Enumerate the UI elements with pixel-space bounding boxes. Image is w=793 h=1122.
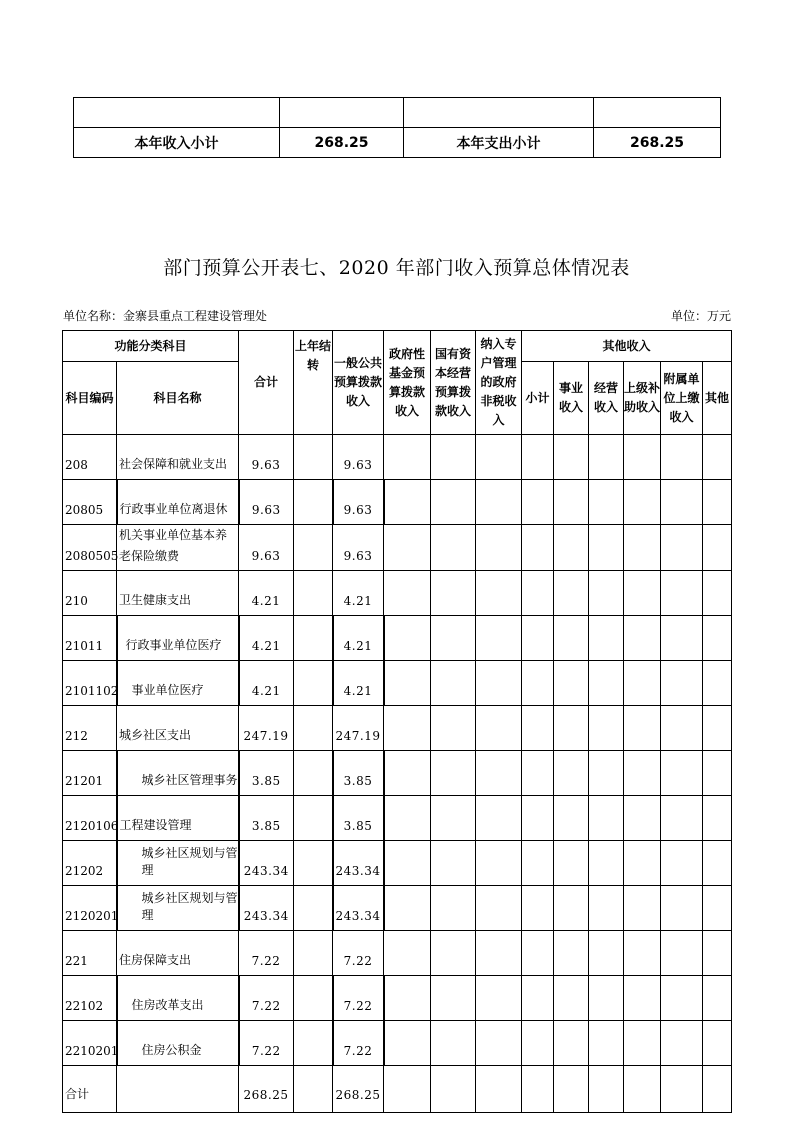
header-subtotal: 小计 [522, 362, 554, 435]
row-total: 4.21 [239, 616, 294, 661]
row-empty-cell [589, 976, 624, 1021]
row-empty-cell [384, 796, 431, 841]
row-empty-cell [703, 1066, 732, 1113]
row-empty-cell [554, 435, 589, 480]
row-empty-cell [431, 1066, 476, 1113]
row-empty-cell [661, 706, 703, 751]
row-name: 机关事业单位基本养老保险缴费 [117, 525, 239, 571]
header-operating: 经营收入 [589, 362, 624, 435]
row-empty-cell [624, 571, 661, 616]
row-empty-cell [703, 796, 732, 841]
row-empty-cell [703, 616, 732, 661]
header-category: 功能分类科目 [63, 331, 239, 362]
row-code: 2120106 [63, 796, 117, 841]
row-carryover [294, 525, 333, 571]
row-empty-cell [554, 796, 589, 841]
row-carryover [294, 796, 333, 841]
table-row [63, 886, 732, 931]
header-carryover: 上年结转 [294, 331, 333, 435]
row-empty-cell [476, 931, 522, 976]
row-carryover [294, 886, 333, 931]
row-name: 城乡社区规划与管理 [117, 886, 239, 931]
row-empty-cell [661, 480, 703, 525]
row-empty-cell [624, 796, 661, 841]
row-total: 9.63 [239, 435, 294, 480]
row-empty-cell [589, 1021, 624, 1066]
row-carryover [294, 706, 333, 751]
row-empty-cell [522, 931, 554, 976]
row-empty-cell [384, 525, 431, 571]
row-empty-cell [384, 435, 431, 480]
row-name: 卫生健康支出 [117, 571, 239, 616]
header-gov-fund: 政府性基金预算拨款收入 [384, 331, 431, 435]
row-name: 社会保障和就业支出 [117, 435, 239, 480]
row-empty-cell [589, 841, 624, 886]
row-empty-cell [624, 841, 661, 886]
row-code: 221 [63, 931, 117, 976]
table-row [63, 976, 732, 1021]
row-empty-cell [624, 886, 661, 931]
header-special-nontax: 纳入专户管理的政府非税收入 [476, 331, 522, 435]
income-subtotal-label: 本年收入小计 [74, 128, 280, 158]
row-empty-cell [554, 616, 589, 661]
table-row [63, 435, 732, 480]
row-empty-cell [522, 796, 554, 841]
table-row [63, 796, 732, 841]
row-empty-cell [384, 1021, 431, 1066]
row-empty-cell [554, 1066, 589, 1113]
row-general-budget: 243.34 [333, 886, 384, 931]
expense-subtotal-label: 本年支出小计 [404, 128, 594, 158]
row-empty-cell [431, 480, 476, 525]
row-empty-cell [554, 661, 589, 706]
row-empty-cell [522, 976, 554, 1021]
row-empty-cell [589, 1066, 624, 1113]
row-empty-cell [624, 1021, 661, 1066]
row-general-budget: 4.21 [333, 571, 384, 616]
row-carryover [294, 976, 333, 1021]
row-empty-cell [589, 480, 624, 525]
row-empty-cell [476, 706, 522, 751]
row-empty-cell [589, 796, 624, 841]
row-empty-cell [522, 706, 554, 751]
row-empty-cell [476, 976, 522, 1021]
row-empty-cell [384, 841, 431, 886]
row-empty-cell [384, 886, 431, 931]
row-empty-cell [431, 1021, 476, 1066]
row-empty-cell [476, 1066, 522, 1113]
row-empty-cell [661, 616, 703, 661]
row-empty-cell [703, 661, 732, 706]
row-empty-cell [431, 751, 476, 796]
header-other-income: 其他收入 [522, 331, 732, 362]
row-empty-cell [589, 886, 624, 931]
row-empty-cell [661, 661, 703, 706]
row-empty-cell [661, 976, 703, 1021]
row-empty-cell [589, 435, 624, 480]
total-label: 合计 [63, 1066, 117, 1113]
row-empty-cell [554, 1021, 589, 1066]
row-general-budget: 9.63 [333, 480, 384, 525]
row-carryover [294, 435, 333, 480]
row-empty-cell [624, 751, 661, 796]
row-empty-cell [431, 616, 476, 661]
summary-empty-row [74, 98, 721, 128]
table-row [63, 616, 732, 661]
row-empty-cell [624, 435, 661, 480]
row-total: 7.22 [239, 931, 294, 976]
row-empty-cell [624, 931, 661, 976]
header-row-1 [63, 331, 732, 362]
row-name: 工程建设管理 [117, 796, 239, 841]
row-empty-cell [661, 931, 703, 976]
table-row [63, 751, 732, 796]
row-empty-cell [554, 976, 589, 1021]
row-general-budget: 7.22 [333, 976, 384, 1021]
row-empty-cell [589, 931, 624, 976]
row-empty-cell [703, 706, 732, 751]
unit-name: 单位名称：金寨县重点工程建设管理处 [63, 309, 268, 323]
row-carryover [294, 931, 333, 976]
row-name: 行政事业单位离退休 [117, 480, 239, 525]
row-empty-cell [589, 751, 624, 796]
row-name: 城乡社区支出 [117, 706, 239, 751]
row-empty-cell [554, 841, 589, 886]
expense-subtotal-value: 268.25 [594, 128, 721, 158]
row-empty-cell [661, 796, 703, 841]
summary-cell [404, 98, 594, 128]
row-empty-cell [476, 796, 522, 841]
row-empty-cell [554, 751, 589, 796]
table-row [63, 571, 732, 616]
row-code: 2080505 [63, 525, 117, 571]
row-code: 21202 [63, 841, 117, 886]
row-code: 21201 [63, 751, 117, 796]
row-empty-cell [384, 751, 431, 796]
row-empty-cell [661, 1066, 703, 1113]
row-empty-cell [703, 525, 732, 571]
row-empty-cell [476, 480, 522, 525]
row-empty-cell [431, 796, 476, 841]
row-empty-cell [522, 1021, 554, 1066]
summary-table [73, 97, 721, 158]
header-state-capital: 国有资本经营预算拨款收入 [431, 331, 476, 435]
row-general-budget: 7.22 [333, 1021, 384, 1066]
row-carryover [294, 661, 333, 706]
unit-label: 单位：万元 [670, 309, 731, 323]
row-empty-cell [476, 435, 522, 480]
row-empty-cell [476, 525, 522, 571]
row-empty-cell [522, 571, 554, 616]
row-general-budget: 247.19 [333, 706, 384, 751]
row-empty-cell [384, 571, 431, 616]
row-carryover [294, 480, 333, 525]
row-empty-cell [384, 706, 431, 751]
row-empty-cell [431, 571, 476, 616]
row-empty-cell [624, 661, 661, 706]
row-empty-cell [522, 751, 554, 796]
row-total: 4.21 [239, 571, 294, 616]
row-empty-cell [624, 706, 661, 751]
row-empty-cell [384, 931, 431, 976]
row-carryover [294, 841, 333, 886]
row-empty-cell [431, 976, 476, 1021]
row-empty-cell [476, 571, 522, 616]
row-empty-cell [624, 616, 661, 661]
row-total: 7.22 [239, 976, 294, 1021]
table-row [63, 706, 732, 751]
row-code: 2101102 [63, 661, 117, 706]
summary-cell [74, 98, 280, 128]
row-code: 22102 [63, 976, 117, 1021]
row-empty-cell [522, 661, 554, 706]
row-empty-cell [661, 1021, 703, 1066]
row-name: 事业单位医疗 [117, 661, 239, 706]
row-empty-cell [554, 480, 589, 525]
header-business: 事业收入 [554, 362, 589, 435]
row-empty-cell [431, 886, 476, 931]
row-empty-cell [703, 931, 732, 976]
row-total: 243.34 [239, 886, 294, 931]
row-empty-cell [476, 886, 522, 931]
row-empty-cell [703, 886, 732, 931]
row-empty-cell [522, 841, 554, 886]
summary-cell [280, 98, 404, 128]
row-name: 城乡社区管理事务 [117, 751, 239, 796]
row-carryover [294, 751, 333, 796]
row-general-budget: 9.63 [333, 435, 384, 480]
row-total: 9.63 [239, 480, 294, 525]
row-general-budget: 7.22 [333, 931, 384, 976]
row-empty-cell [384, 480, 431, 525]
row-empty-cell [554, 525, 589, 571]
row-name: 住房公积金 [117, 1021, 239, 1066]
row-empty-cell [554, 571, 589, 616]
row-total: 3.85 [239, 796, 294, 841]
row-total: 9.63 [239, 525, 294, 571]
row-empty-cell [431, 525, 476, 571]
row-empty-cell [554, 931, 589, 976]
row-empty-cell [384, 976, 431, 1021]
row-general-budget: 3.85 [333, 751, 384, 796]
income-budget-table [62, 330, 732, 1113]
table-row [63, 841, 732, 886]
row-name: 行政事业单位医疗 [117, 616, 239, 661]
row-total: 3.85 [239, 751, 294, 796]
total-value: 268.25 [239, 1066, 294, 1113]
row-empty-cell [431, 706, 476, 751]
table-row [63, 931, 732, 976]
row-empty-cell [554, 706, 589, 751]
row-empty-cell [661, 751, 703, 796]
row-empty-cell [522, 886, 554, 931]
summary-subtotal-row [74, 128, 721, 158]
row-empty-cell [624, 976, 661, 1021]
row-empty-cell [661, 841, 703, 886]
row-general-budget: 9.63 [333, 525, 384, 571]
row-empty-cell [703, 751, 732, 796]
row-total: 4.21 [239, 661, 294, 706]
page-title: 部门预算公开表七、2020 年部门收入预算总体情况表 [163, 257, 630, 279]
row-general-budget: 243.34 [333, 841, 384, 886]
row-empty-cell [384, 616, 431, 661]
row-empty-cell [703, 976, 732, 1021]
row-empty-cell [384, 661, 431, 706]
table-row [63, 480, 732, 525]
row-empty-cell [703, 571, 732, 616]
row-empty-cell [661, 525, 703, 571]
row-empty-cell [703, 435, 732, 480]
row-code: 2120201 [63, 886, 117, 931]
row-empty-cell [476, 841, 522, 886]
row-empty-cell [522, 435, 554, 480]
row-empty-cell [624, 1066, 661, 1113]
row-empty-cell [476, 661, 522, 706]
table-body [63, 435, 732, 1113]
summary-cell [594, 98, 721, 128]
row-empty-cell [589, 571, 624, 616]
row-code: 20805 [63, 480, 117, 525]
row-empty-cell [703, 1021, 732, 1066]
row-empty-cell [476, 616, 522, 661]
row-empty-cell [661, 886, 703, 931]
row-empty-cell [384, 1066, 431, 1113]
row-code: 21011 [63, 616, 117, 661]
row-general-budget: 3.85 [333, 796, 384, 841]
row-empty-cell [589, 661, 624, 706]
row-empty-cell [624, 480, 661, 525]
header-superior-subsidy: 上级补助收入 [624, 362, 661, 435]
table-row [63, 1021, 732, 1066]
row-empty-cell [554, 886, 589, 931]
row-empty-cell [522, 480, 554, 525]
total-carryover [294, 1066, 333, 1113]
header-other: 其他 [703, 362, 732, 435]
row-carryover [294, 571, 333, 616]
row-empty-cell [522, 525, 554, 571]
row-empty-cell [589, 616, 624, 661]
total-row [63, 1066, 732, 1113]
row-empty-cell [703, 480, 732, 525]
header-total: 合计 [239, 331, 294, 435]
row-code: 210 [63, 571, 117, 616]
row-empty-cell [476, 751, 522, 796]
total-general-budget: 268.25 [333, 1066, 384, 1113]
header-name: 科目名称 [117, 362, 239, 435]
income-subtotal-value: 268.25 [280, 128, 404, 158]
row-empty-cell [476, 1021, 522, 1066]
row-carryover [294, 1021, 333, 1066]
row-empty-cell [624, 525, 661, 571]
row-empty-cell [703, 841, 732, 886]
row-empty-cell [431, 931, 476, 976]
row-name: 住房改革支出 [117, 976, 239, 1021]
header-general-budget: 一般公共预算拨款收入 [333, 331, 384, 435]
table-row [63, 525, 732, 571]
row-total: 243.34 [239, 841, 294, 886]
row-general-budget: 4.21 [333, 661, 384, 706]
row-empty-cell [431, 661, 476, 706]
row-total: 7.22 [239, 1021, 294, 1066]
row-general-budget: 4.21 [333, 616, 384, 661]
row-total: 247.19 [239, 706, 294, 751]
total-name-cell [117, 1066, 239, 1113]
header-code: 科目编码 [63, 362, 117, 435]
row-empty-cell [589, 525, 624, 571]
row-empty-cell [661, 435, 703, 480]
row-code: 212 [63, 706, 117, 751]
row-empty-cell [522, 616, 554, 661]
row-empty-cell [589, 706, 624, 751]
row-empty-cell [522, 1066, 554, 1113]
table-row [63, 661, 732, 706]
row-name: 住房保障支出 [117, 931, 239, 976]
header-affiliated: 附属单位上缴收入 [661, 362, 703, 435]
row-empty-cell [431, 841, 476, 886]
row-empty-cell [661, 571, 703, 616]
row-code: 208 [63, 435, 117, 480]
row-empty-cell [431, 435, 476, 480]
row-name: 城乡社区规划与管理 [117, 841, 239, 886]
row-code: 2210201 [63, 1021, 117, 1066]
row-carryover [294, 616, 333, 661]
